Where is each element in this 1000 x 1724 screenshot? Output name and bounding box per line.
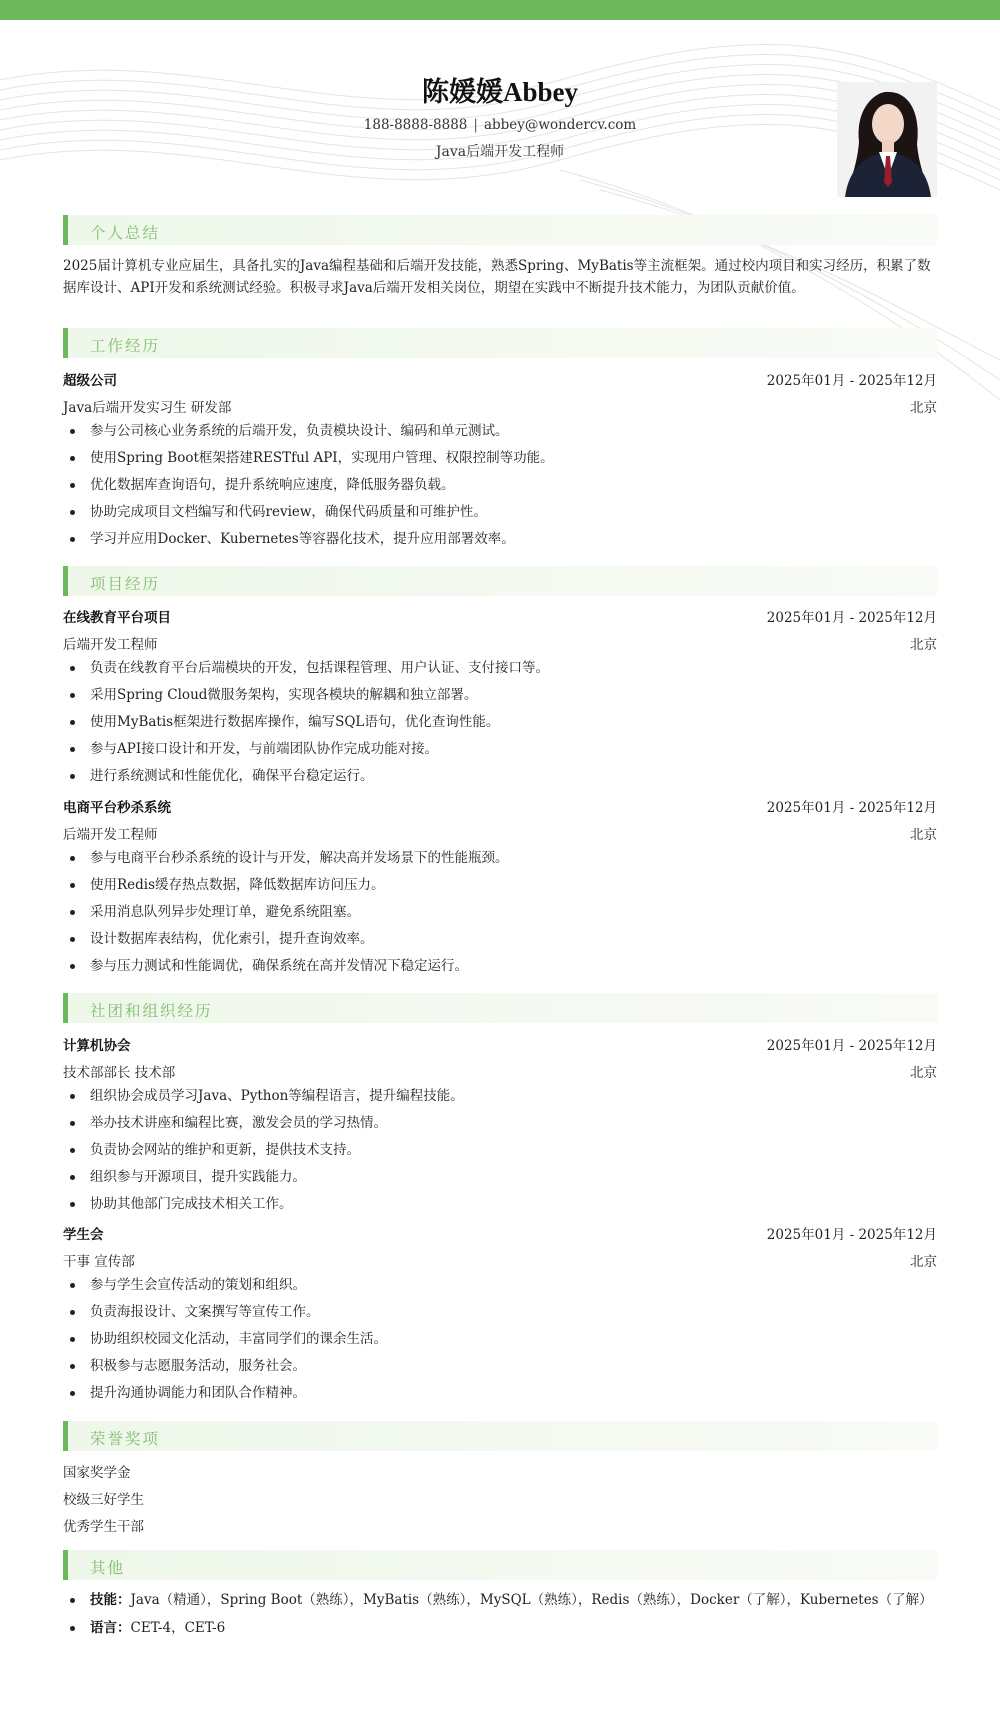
work-location: 北京: [910, 400, 937, 416]
section-header-honors: [63, 1421, 937, 1451]
honor-item: 国家奖学金: [63, 1465, 131, 1481]
honor-item: 优秀学生干部: [63, 1519, 144, 1535]
project-2-name: 电商平台秒杀系统: [63, 800, 171, 816]
section-header-clubs: [63, 993, 937, 1023]
project-1-date: 2025年01月 - 2025年12月: [766, 610, 937, 626]
club-2-location: 北京: [910, 1254, 937, 1270]
candidate-name: 陈媛媛Abbey: [421, 77, 578, 107]
project-2-org-row: [63, 796, 937, 818]
email-address: abbey@wondercv.com: [483, 117, 637, 133]
list-item: 优化数据库查询语句，提升系统响应速度，降低服务器负载。: [63, 472, 937, 499]
list-item: 进行系统测试和性能优化，确保平台稳定运行。: [63, 763, 937, 790]
section-header-summary: [63, 215, 937, 245]
languages-label: 语言：: [90, 1620, 131, 1636]
project-2-location: 北京: [910, 827, 937, 843]
club-2-position: 干事 宣传部: [63, 1254, 135, 1270]
work-entry-position-row: [63, 396, 937, 418]
list-item: 使用Spring Boot框架搭建RESTful API，实现用户管理、权限控制等功能。: [63, 445, 937, 472]
section-title-work: 工作经历: [90, 337, 161, 355]
project-2-position-row: [63, 823, 937, 845]
list-item: 采用消息队列异步处理订单，避免系统阻塞。: [63, 899, 937, 926]
skills-item: [63, 1590, 937, 1611]
phone-number: 188-8888-8888: [363, 117, 468, 133]
project-2-position: 后端开发工程师: [63, 827, 158, 843]
club-1-name: 计算机协会: [63, 1038, 131, 1054]
club-1-date: 2025年01月 - 2025年12月: [766, 1038, 937, 1054]
project-1-name: 在线教育平台项目: [63, 610, 171, 626]
work-org: 超级公司: [63, 373, 117, 389]
list-item: 协助组织校园文化活动，丰富同学们的课余生活。: [63, 1326, 937, 1353]
work-bullet-list: [63, 418, 937, 553]
project-2-date: 2025年01月 - 2025年12月: [766, 800, 937, 816]
list-item: 负责海报设计、文案撰写等宣传工作。: [63, 1299, 937, 1326]
list-item: 学习并应用Docker、Kubernetes等容器化技术，提升应用部署效率。: [63, 526, 937, 553]
list-item: 参与学生会宣传活动的策划和组织。: [63, 1272, 937, 1299]
section-header-work: [63, 328, 937, 358]
list-item: 组织协会成员学习Java、Python等编程语言，提升编程技能。: [63, 1083, 937, 1110]
section-title-clubs: 社团和组织经历: [90, 1002, 213, 1020]
section-title-summary: 个人总结: [90, 224, 161, 242]
list-item: 提升沟通协调能力和团队合作精神。: [63, 1380, 937, 1407]
contact-separator: |: [473, 117, 478, 133]
resume-header: [63, 70, 937, 200]
section-title-projects: 项目经历: [90, 575, 161, 593]
list-item: 采用Spring Cloud微服务架构，实现各模块的解耦和独立部署。: [63, 682, 937, 709]
project-1-position: 后端开发工程师: [63, 637, 158, 653]
list-item: 积极参与志愿服务活动，服务社会。: [63, 1353, 937, 1380]
honor-item: 校级三好学生: [63, 1492, 144, 1508]
section-title-honors: 荣誉奖项: [90, 1430, 161, 1448]
club-2-name: 学生会: [63, 1227, 104, 1243]
club-2-position-row: [63, 1250, 937, 1272]
club-2-date: 2025年01月 - 2025年12月: [766, 1227, 937, 1243]
languages-text: CET-4，CET-6: [130, 1620, 226, 1636]
skills-label: 技能：: [90, 1592, 131, 1608]
club-1-bullet-list: [63, 1083, 937, 1218]
list-item: 负责在线教育平台后端模块的开发，包括课程管理、用户认证、支付接口等。: [63, 655, 937, 682]
list-item: 参与电商平台秒杀系统的设计与开发，解决高并发场景下的性能瓶颈。: [63, 845, 937, 872]
top-accent-bar: [0, 0, 1000, 20]
work-position: Java后端开发实习生 研发部: [63, 400, 232, 416]
list-item: 协助完成项目文档编写和代码review，确保代码质量和可维护性。: [63, 499, 937, 526]
profile-photo: [837, 82, 937, 197]
section-title-other: 其他: [90, 1559, 126, 1577]
list-item: 参与公司核心业务系统的后端开发，负责模块设计、编码和单元测试。: [63, 418, 937, 445]
summary-text: 2025届计算机专业应届生，具备扎实的Java编程基础和后端开发技能，熟悉Spring、MyBatis等主流框架。通过校内项目和实习经历，积累了数据库设计、API开发和系统测试经验。积极寻求Java后端开发相关岗位，期望在实践中不断提升技术能力，为团队贡献价值。: [63, 258, 931, 296]
languages-item: [63, 1618, 937, 1639]
list-item: 负责协会网站的维护和更新，提供技术支持。: [63, 1137, 937, 1164]
list-item: 使用Redis缓存热点数据，降低数据库访问压力。: [63, 872, 937, 899]
project-2-bullet-list: [63, 845, 937, 980]
list-item: 使用MyBatis框架进行数据库操作，编写SQL语句，优化查询性能。: [63, 709, 937, 736]
section-header-projects: [63, 566, 937, 596]
club-1-position: 技术部部长 技术部: [63, 1065, 176, 1081]
work-entry-org-row: [63, 369, 937, 391]
club-2-org-row: [63, 1223, 937, 1245]
list-item: 设计数据库表结构，优化索引，提升查询效率。: [63, 926, 937, 953]
project-1-org-row: [63, 606, 937, 628]
list-item: 参与压力测试和性能调优，确保系统在高并发情况下稳定运行。: [63, 953, 937, 980]
list-item: 协助其他部门完成技术相关工作。: [63, 1191, 937, 1218]
list-item: 参与API接口设计和开发，与前端团队协作完成功能对接。: [63, 736, 937, 763]
club-1-org-row: [63, 1034, 937, 1056]
project-1-position-row: [63, 633, 937, 655]
list-item: 举办技术讲座和编程比赛，激发会员的学习热情。: [63, 1110, 937, 1137]
contact-line: [63, 117, 937, 133]
target-role: Java后端开发工程师: [435, 144, 565, 160]
skills-text: Java（精通），Spring Boot（熟练），MyBatis（熟练），MySQL（熟练），Redis（熟练），Docker（了解），Kubernetes（了解）: [130, 1592, 933, 1608]
work-date: 2025年01月 - 2025年12月: [766, 373, 937, 389]
project-1-bullet-list: [63, 655, 937, 790]
project-1-location: 北京: [910, 637, 937, 653]
club-1-position-row: [63, 1061, 937, 1083]
club-1-location: 北京: [910, 1065, 937, 1081]
section-header-other: [63, 1550, 937, 1580]
list-item: 组织参与开源项目，提升实践能力。: [63, 1164, 937, 1191]
other-list: [63, 1590, 937, 1639]
club-2-bullet-list: [63, 1272, 937, 1407]
